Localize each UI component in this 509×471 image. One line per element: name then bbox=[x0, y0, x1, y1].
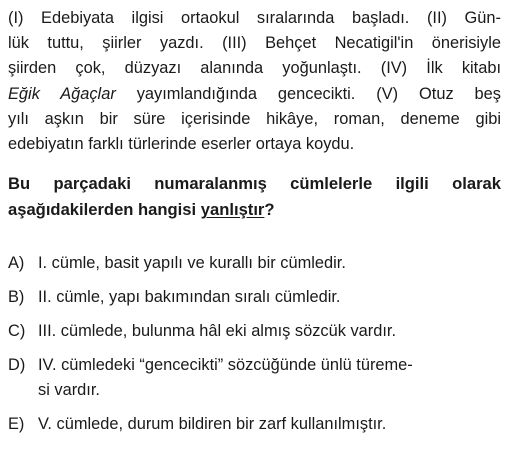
option-text bbox=[38, 412, 501, 437]
reading-passage bbox=[8, 6, 501, 157]
passage-line: yılı aşkın bir süre içerisinde hikâye, roman, deneme gibi bbox=[8, 109, 501, 128]
option-e[interactable] bbox=[8, 412, 501, 437]
option-text bbox=[38, 319, 501, 344]
option-text-line: II. cümle, yapı bakımından sıralı cümledir. bbox=[38, 288, 341, 307]
option-letter: A) bbox=[8, 254, 25, 273]
passage-line: şiirden çok, düzyazı alanında yoğunlaştı. (IV) İlk kitabı bbox=[8, 59, 501, 78]
option-c[interactable] bbox=[8, 319, 501, 344]
passage-line: (I) Edebiyata ilgisi ortaokul sıralarında başladı. (II) Gün- bbox=[8, 9, 501, 27]
passage-line: lük tuttu, şiirler yazdı. (III) Behçet Necatigil'in önerisiyle bbox=[8, 34, 501, 53]
question-line: Bu parçadaki numaralanmış cümlelerle ilgili olarak bbox=[8, 174, 501, 194]
book-title: Eğik Ağaçlar bbox=[8, 84, 116, 103]
option-text-line: V. cümlede, durum bildiren bir zarf kullanılmıştır. bbox=[38, 415, 387, 434]
question-text: aşağıdakilerden hangisi bbox=[8, 200, 201, 220]
option-letter: D) bbox=[8, 356, 26, 375]
question-page bbox=[8, 6, 501, 446]
option-letter: B) bbox=[8, 288, 25, 307]
option-text-line: I. cümle, basit yapılı ve kurallı bir cümledir. bbox=[38, 254, 346, 273]
passage-line-rest: yayımlandığında gencecikti. (V) Otuz beş bbox=[136, 84, 501, 103]
option-text-line: III. cümlede, bulunma hâl eki almış sözcük vardır. bbox=[38, 322, 397, 341]
option-text bbox=[38, 353, 501, 403]
option-text-line: IV. cümledeki “gencecikti” sözcüğünde ünlü türeme- bbox=[38, 356, 413, 375]
option-text bbox=[38, 285, 501, 310]
option-d[interactable] bbox=[8, 353, 501, 403]
underlined-keyword: yanlıştır bbox=[200, 200, 265, 220]
answer-options bbox=[8, 251, 501, 437]
option-text-line: si vardır. bbox=[38, 381, 100, 400]
question-line bbox=[8, 197, 501, 223]
option-text bbox=[38, 251, 501, 276]
option-letter: C) bbox=[8, 322, 26, 341]
passage-line: edebiyatın farklı türlerinde eserler ortaya koydu. bbox=[8, 135, 355, 154]
question-stem bbox=[8, 171, 501, 223]
option-b[interactable] bbox=[8, 285, 501, 310]
option-a[interactable] bbox=[8, 251, 501, 276]
question-mark: ? bbox=[264, 200, 275, 220]
passage-line-with-title bbox=[8, 82, 501, 107]
option-letter: E) bbox=[8, 415, 25, 434]
